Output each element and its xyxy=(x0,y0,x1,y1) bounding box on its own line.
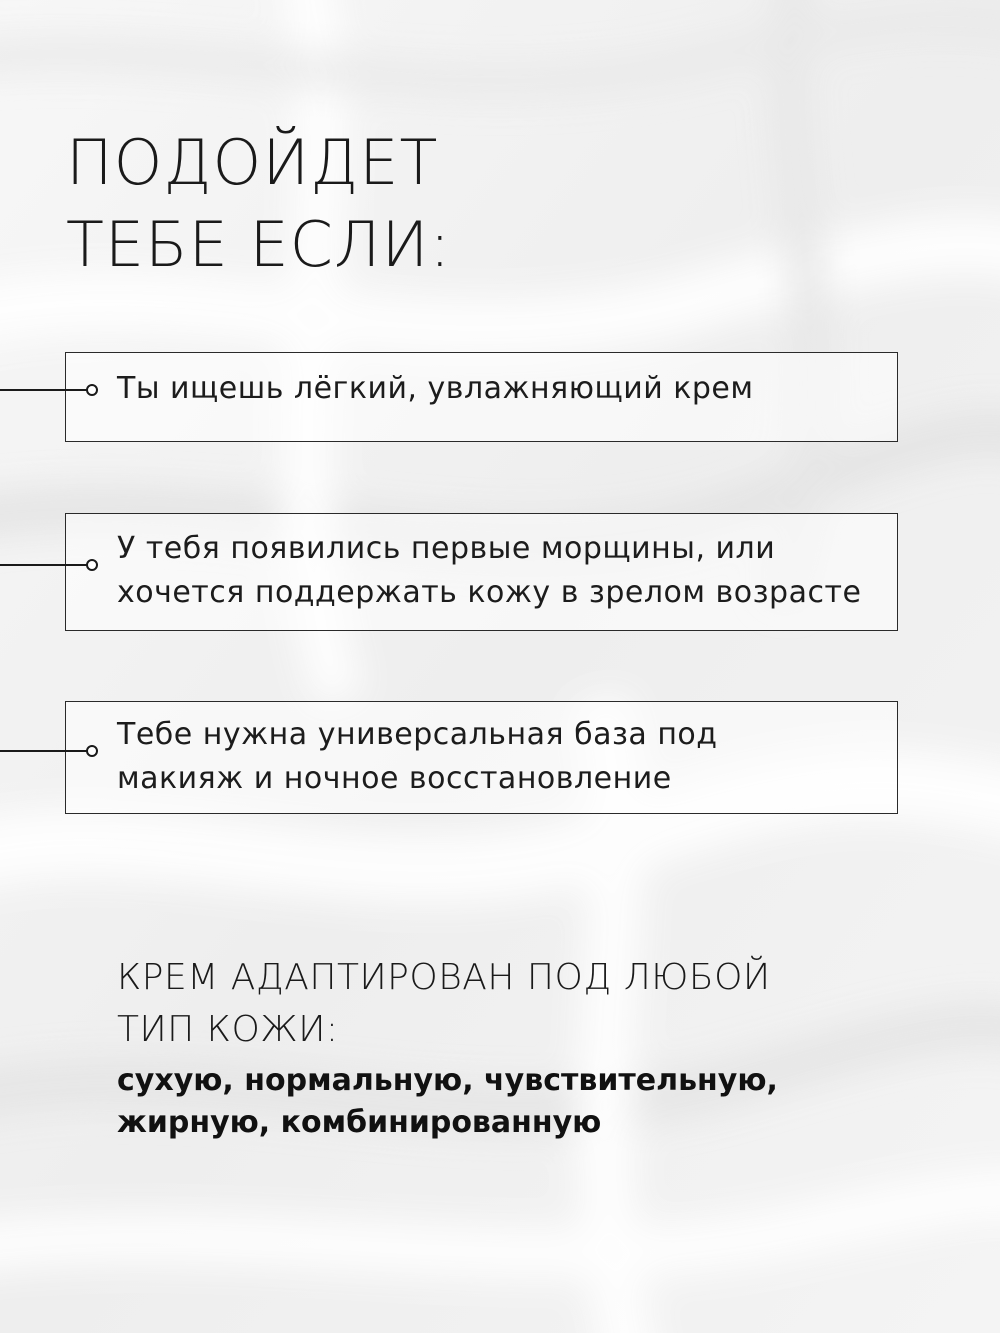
list-item xyxy=(0,701,900,814)
page-title-line-2: ТЕБЕ ЕСЛИ: xyxy=(66,208,452,281)
item-text xyxy=(117,367,753,411)
item-text-line: Ты ищешь лёгкий, увлажняющий крем xyxy=(117,371,754,406)
connector-line xyxy=(0,389,88,391)
skin-type-heading-line-1: КРЕМ АДАПТИРОВАН ПОД ЛЮБОЙ xyxy=(117,957,771,998)
item-text-line: Тебе нужна универсальная база под xyxy=(117,717,718,752)
skin-types-line-1: сухую, нормальную, чувствительную, xyxy=(117,1063,778,1098)
connector-line xyxy=(0,750,88,752)
connector-dot-icon xyxy=(86,559,98,571)
connector-line xyxy=(0,564,88,566)
skin-type-heading-line-2: ТИП КОЖИ: xyxy=(117,1009,339,1050)
page-title xyxy=(66,122,451,286)
connector-dot-icon xyxy=(86,384,98,396)
page-title-line-1: ПОДОЙДЕТ xyxy=(66,126,439,199)
skin-types-line-2: жирную, комбинированную xyxy=(117,1105,602,1140)
item-text-line: макияж и ночное восстановление xyxy=(117,761,672,796)
item-text-line: У тебя появились первые морщины, или xyxy=(117,531,776,566)
list-item xyxy=(0,352,900,442)
skin-type-heading xyxy=(117,952,771,1056)
skin-types-list xyxy=(117,1060,778,1144)
item-text xyxy=(117,527,861,615)
list-item xyxy=(0,513,900,631)
connector-dot-icon xyxy=(86,745,98,757)
item-text xyxy=(117,713,718,801)
item-text-line: хочется поддержать кожу в зрелом возрасте xyxy=(117,575,862,610)
